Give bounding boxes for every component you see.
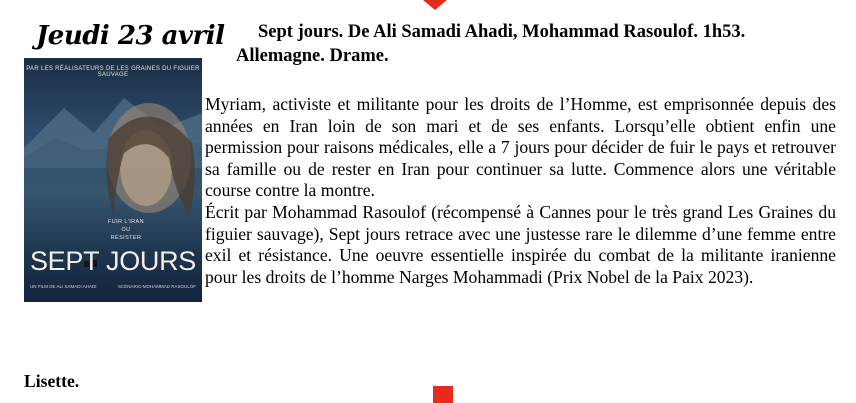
- synopsis-paragraph: Myriam, activiste et militante pour les droits de l’Homme, est emprisonnée depuis des années en Iran loin de son mari et de ses enfants. Lorsqu’elle obtient enfin une permission pour raisons médicales, elle a 7 jours pour décider de fuir le pays et retrouver sa famille ou de rester en Iran pour continuer sa lutte. Commence alors une véritable course contre la montre.: [205, 94, 836, 201]
- poster-credit-right: SCÉNARIO MOHAMMAD RASOULOF: [117, 284, 196, 289]
- poster-tagline: FUIR L'IRAN OU RÉSISTER: [107, 219, 144, 241]
- poster-title: SEPT JOURS: [29, 246, 197, 276]
- poster-credit-left: UN FILM DE ALI SAMADI AHADI: [30, 284, 97, 289]
- red-triangle-marker: [423, 0, 447, 10]
- author-signature: Lisette.: [24, 371, 80, 391]
- poster-top-text: PAR LES RÉALISATEURS DE LES GRAINES DU FIGUIER SAUVAGE: [26, 66, 200, 78]
- red-square-marker: [433, 386, 453, 403]
- film-title: Sept jours. De Ali Samadi Ahadi, Mohammad Rasoulof. 1h53. Allemagne. Drame.: [236, 22, 746, 66]
- date-heading: Jeudi 23 avril: [36, 21, 225, 51]
- poster-wrap-spacer: [0, 94, 205, 310]
- synopsis-paragraph: Écrit par Mohammad Rasoulof (récompensé à Cannes pour le très grand Les Graines du figuier sauvage), Sept jours retrace avec une justesse rare le dilemme d’une femme entre exil et résistance. Une oeuvre essentielle inspirée du combat de la militante iranienne pour les droits de l’homme Narges Mohammadi (Prix Nobel de la Paix 2023).: [205, 201, 836, 287]
- synopsis: [0, 94, 836, 310]
